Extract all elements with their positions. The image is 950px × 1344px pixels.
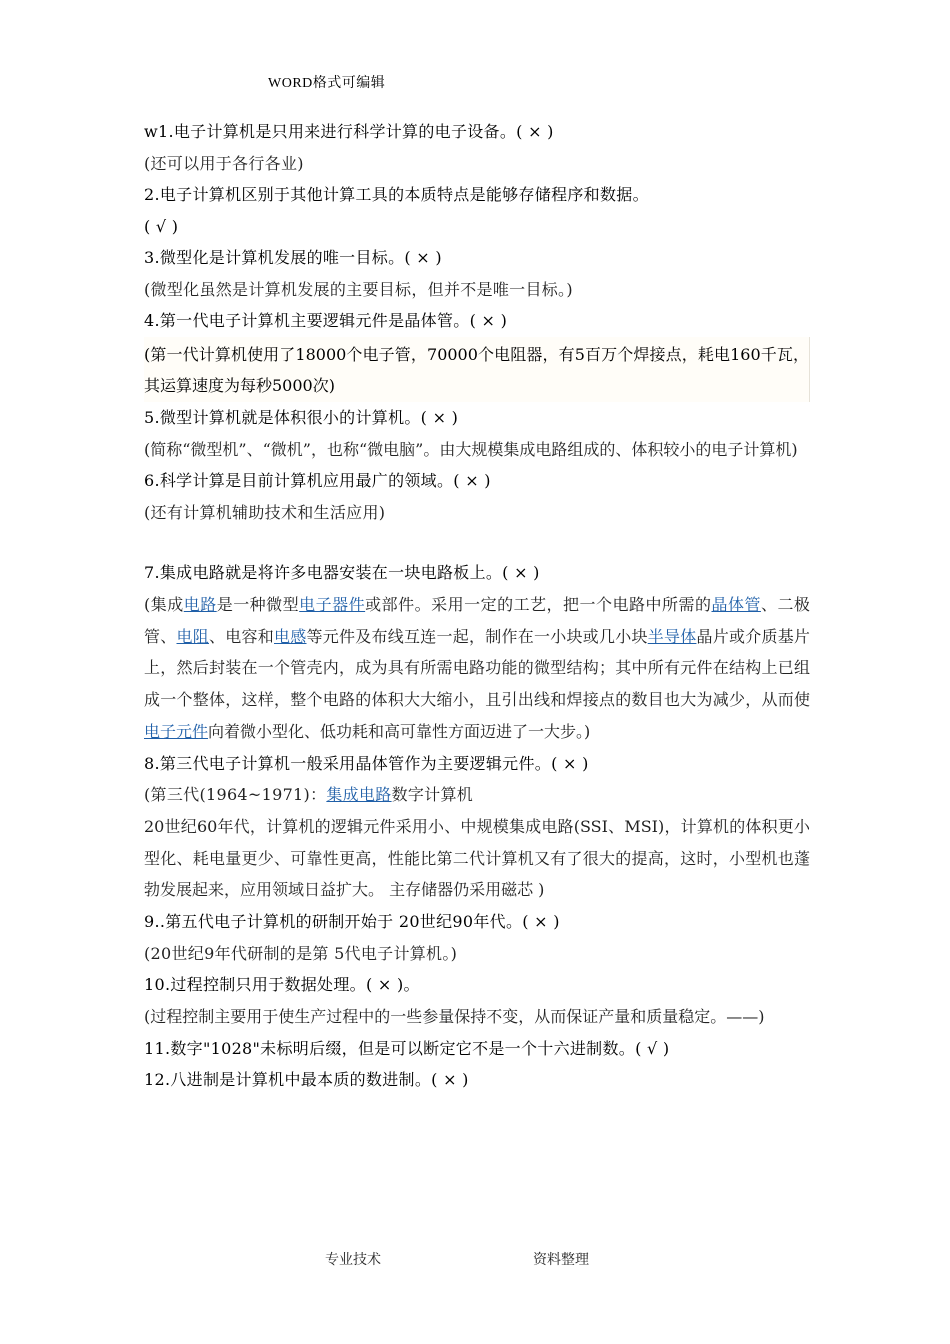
question-1: w1.电子计算机是只用来进行科学计算的电子设备。( × ) xyxy=(144,122,554,141)
question-7: 7.集成电路就是将许多电器安装在一块电路板上。( × ) xyxy=(144,563,540,583)
answer-4: (第一代计算机使用了18000个电子管，70000个电阻器，有5百万个焊接点，耗电160千瓦，其运算速度为每秒5000次) xyxy=(144,337,810,403)
answer-8-text: (第三代(1964~1971)： xyxy=(144,785,327,805)
answer-8-body: 20世纪60年代，计算机的逻辑元件采用小、中规模集成电路(SSI、MSI)，计算机的体积更小型化、耗电量更少、可靠性更高，性能比第二代计算机又有了很大的提高，这时，小型机也蓬勃发展起来，应用领域日益扩大。 主存储器仍采用磁芯 ) xyxy=(144,816,810,900)
page-header: WORD格式可编辑 xyxy=(268,76,386,91)
question-2-mark: ( √ ) xyxy=(144,216,179,236)
question-6: 6.科学计算是目前计算机应用最广的领域。( × ) xyxy=(144,471,491,491)
question-11: 11.数字"1028"未标明后缀，但是可以断定它不是一个十六进制数。( √ ) xyxy=(144,1038,670,1058)
link-resistor[interactable]: 电阻 xyxy=(176,626,209,646)
answer-1: (还可以用于各行各业) xyxy=(144,153,304,173)
link-circuit[interactable]: 电路 xyxy=(183,594,217,614)
question-8: 8.第三代电子计算机一般采用晶体管作为主要逻辑元件。( × ) xyxy=(144,753,589,773)
answer-7 xyxy=(144,589,810,748)
link-transistor[interactable]: 晶体管 xyxy=(711,594,761,614)
link-inductor[interactable]: 电感 xyxy=(274,626,307,646)
link-electronic-device[interactable]: 电子器件 xyxy=(299,594,366,614)
answer-7-text: (集成 xyxy=(144,594,184,614)
question-12: 12.八进制是计算机中最本质的数进制。( × ) xyxy=(144,1070,469,1090)
answer-7-text: 或部件。采用一定的工艺，把一个电路中所需的 xyxy=(365,594,712,614)
answer-7-text: 、电容和 xyxy=(209,626,274,646)
question-5: 5.微型计算机就是体积很小的计算机。( × ) xyxy=(144,408,459,428)
link-semiconductor[interactable]: 半导体 xyxy=(647,626,697,646)
question-10: 10.过程控制只用于数据处理。( × )。 xyxy=(144,975,420,995)
footer-right: 资料整理 xyxy=(533,1252,589,1268)
link-integrated-circuit[interactable]: 集成电路 xyxy=(326,785,392,805)
blank-line xyxy=(144,528,810,557)
question-2: 2.电子计算机区别于其他计算工具的本质特点是能够存储程序和数据。 xyxy=(144,185,649,204)
document-body xyxy=(144,116,810,1096)
answer-10: (过程控制主要用于使生产过程中的一些参量保持不变，从而保证产量和质量稳定。——) xyxy=(144,1006,765,1026)
footer-left: 专业技术 xyxy=(325,1252,381,1268)
question-4: 4.第一代电子计算机主要逻辑元件是晶体管。( × ) xyxy=(144,311,508,330)
answer-9: (20世纪9年代研制的是第 5代电子计算机。) xyxy=(144,943,458,963)
answer-8-text: 数字计算机 xyxy=(391,785,474,805)
answer-8-heading xyxy=(144,779,810,811)
question-3: 3.微型化是计算机发展的唯一目标。( × ) xyxy=(144,248,442,267)
answer-6: (还有计算机辅助技术和生活应用) xyxy=(144,502,386,522)
answer-7-text: 向着微小型化、低功耗和高可靠性方面迈进了一大步。) xyxy=(208,722,591,742)
answer-3: (微型化虽然是计算机发展的主要目标，但并不是唯一目标。) xyxy=(144,279,573,299)
answer-5: (简称“微型机”、“微机”，也称“微电脑”。由大规模集成电路组成的、体积较小的电子计算机) xyxy=(144,439,798,459)
answer-7-text: 、二极管、 xyxy=(144,594,810,646)
answer-7-text: 晶片或介质基片上，然后封装在一个管壳内，成为具有所需电路功能的微型结构；其中所有元件在结构上已组成一个整体，这样，整个电路的体积大大缩小，且引出线和焊接点的数目也大为减少，从而使 xyxy=(144,626,810,710)
question-9: 9..第五代电子计算机的研制开始于 20世纪90年代。( × ) xyxy=(144,912,560,932)
link-electronic-component[interactable]: 电子元件 xyxy=(144,722,209,742)
answer-7-text: 等元件及布线互连一起，制作在一小块或几小块 xyxy=(306,626,648,646)
answer-7-text: 是一种微型 xyxy=(216,594,300,614)
